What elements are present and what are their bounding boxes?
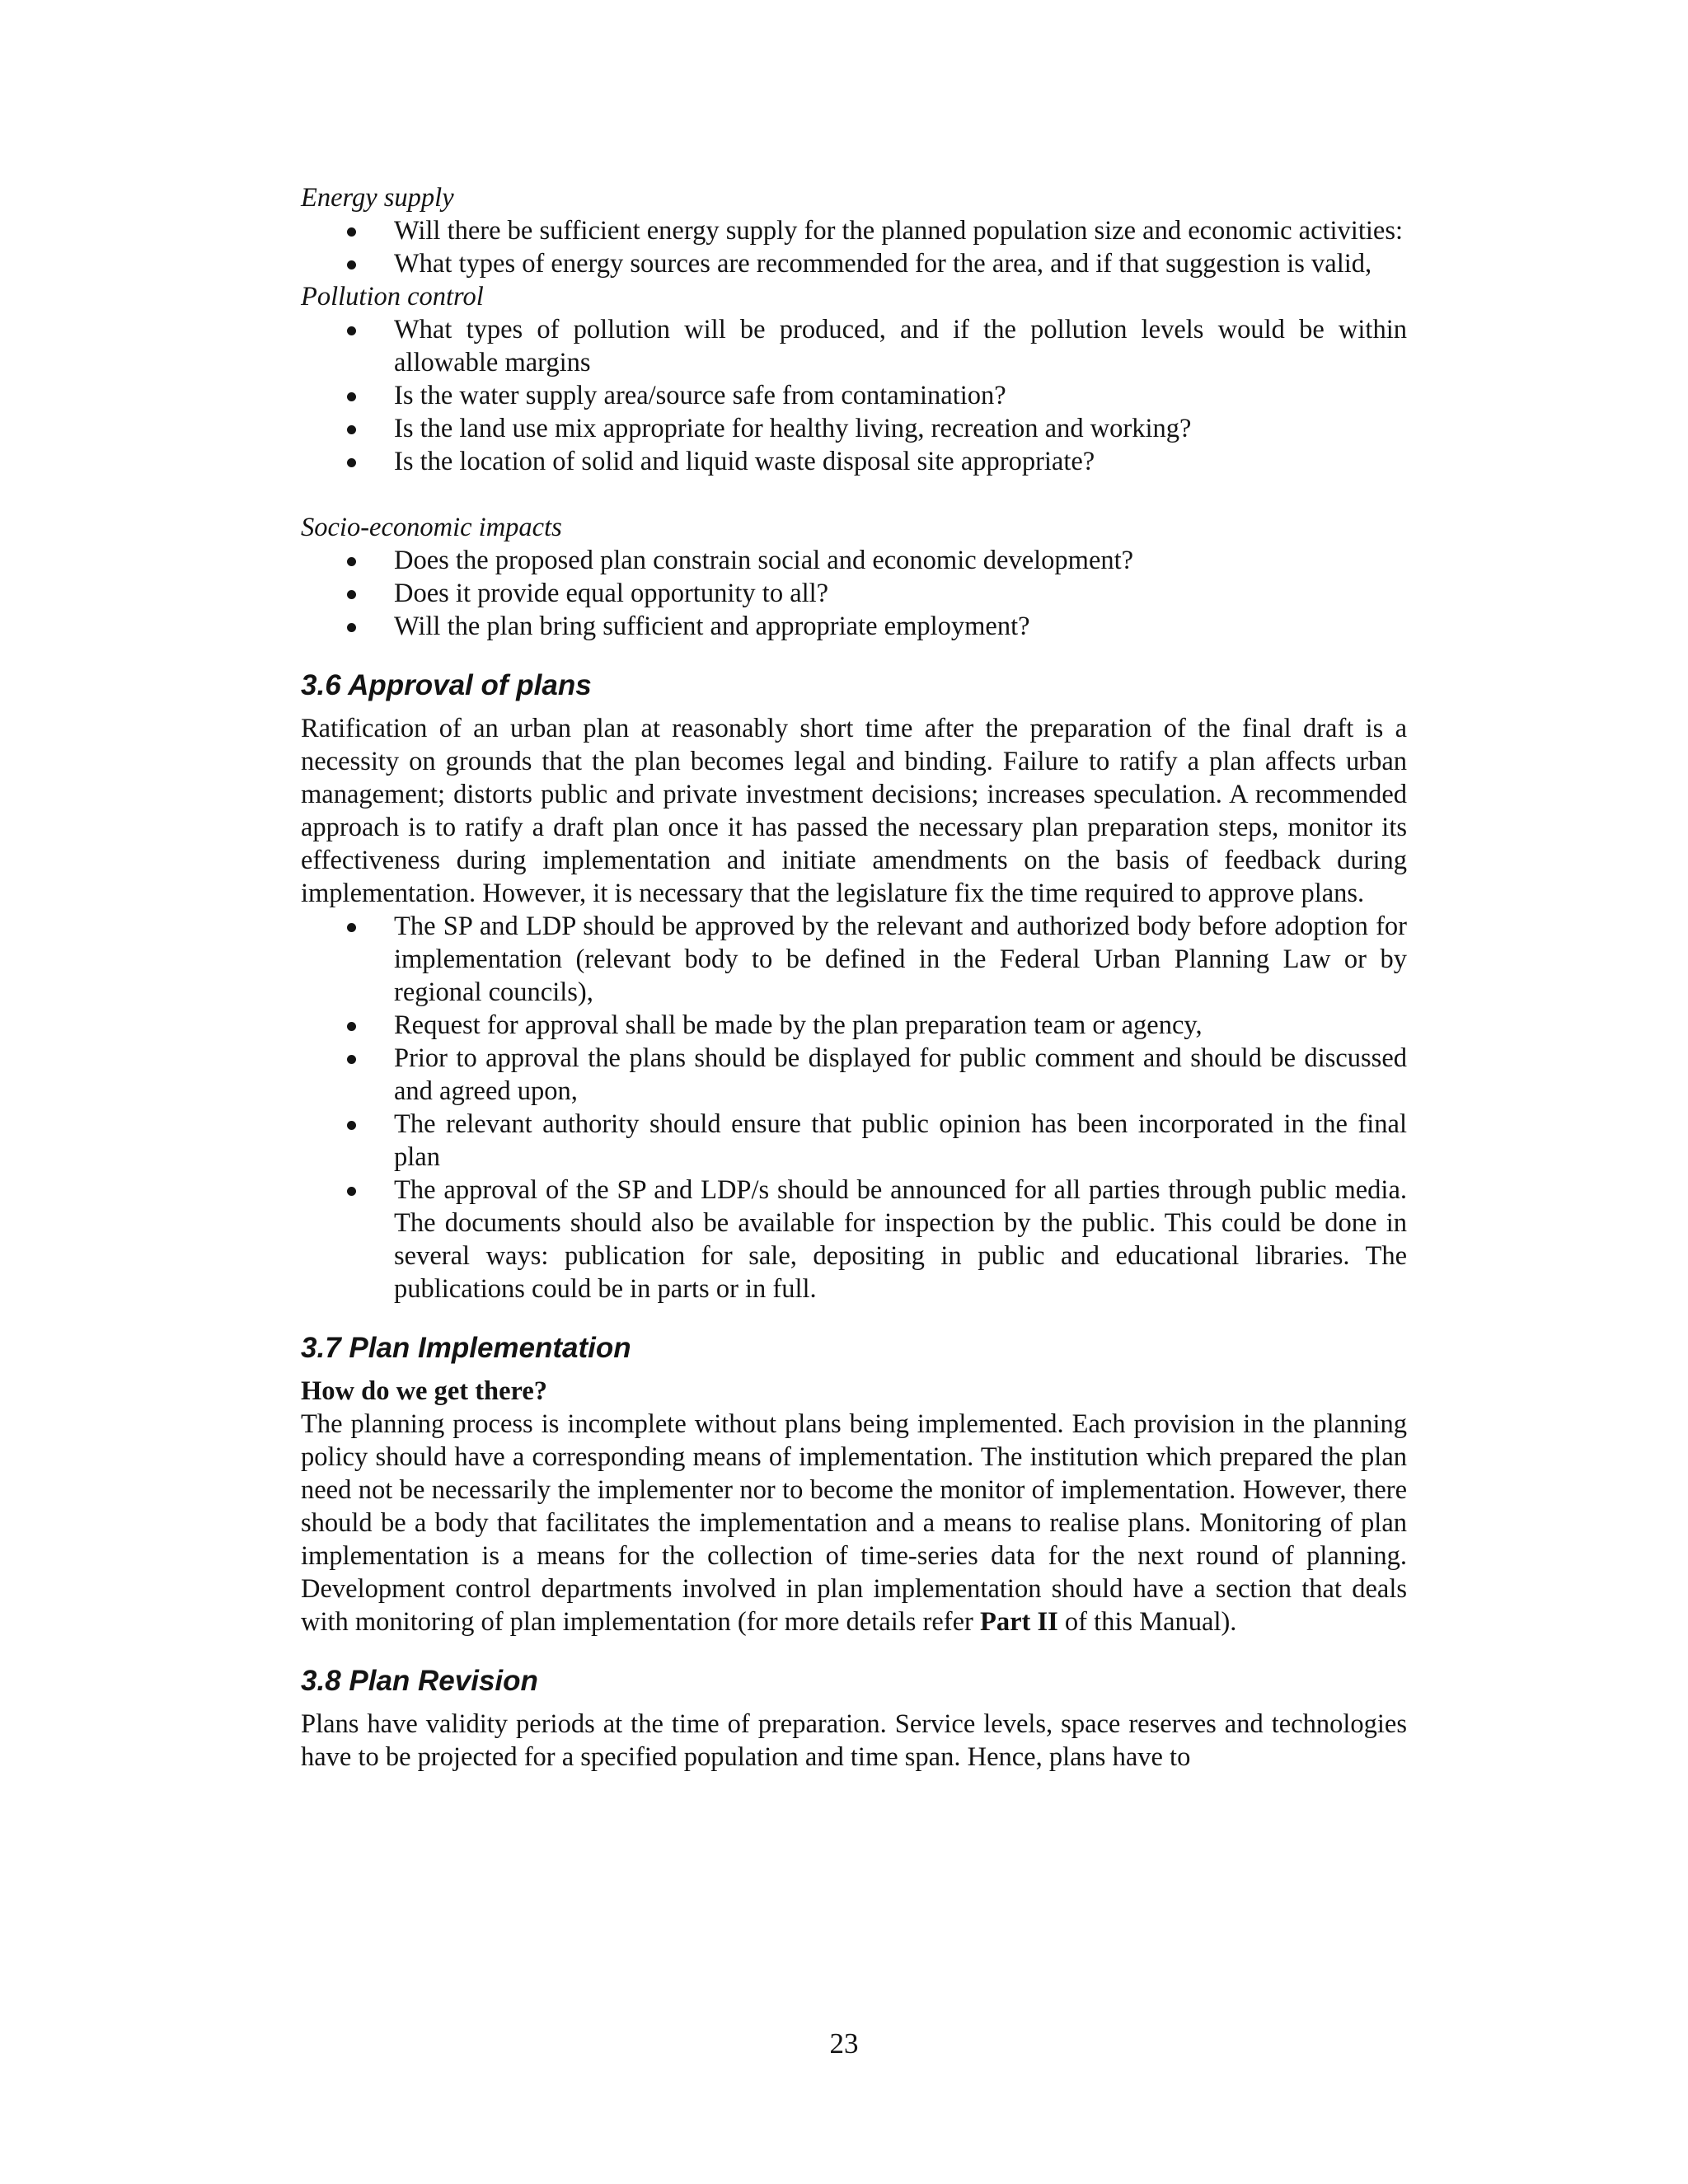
bullet-icon [347,557,356,566]
list-item: Does the proposed plan constrain social and economic development? [394,544,1407,577]
list-item: What types of energy sources are recommended for the area, and if that suggestion is valid, [394,247,1407,280]
implementation-question: How do we get there? [301,1376,548,1406]
bullet-icon [347,1187,356,1196]
document-body [301,181,1407,1774]
energy-supply-heading: Energy supply [301,183,454,213]
bullet-icon [347,923,356,932]
list-item: Is the land use mix appropriate for healthy living, recreation and working? [394,412,1407,445]
section-heading-implementation: 3.7 Plan Implementation [301,1332,631,1364]
approval-paragraph: Ratification of an urban plan at reasonably short time after the preparation of the final draft is a necessity on grounds that the plan becomes legal and binding. Failure to ratify a plan affects urban management; distorts public and private investment decisions; increases speculation. A recommended approach is to ratify a draft plan once it has passed the necessary plan preparation steps, monitor its effectiveness during implementation and initiate amendments on the basis of feedback during implementation. However, it is necessary that the legislature fix the time required to approve plans. [301,714,1407,908]
list-item: The SP and LDP should be approved by the relevant and authorized body before adoption for implementation (relevant body to be defined in the Federal Urban Planning Law or by regional councils), [394,910,1407,1009]
list-item: The relevant authority should ensure that public opinion has been incorporated in the final plan [394,1108,1407,1174]
list-item: What types of pollution will be produced, and if the pollution levels would be within allowable margins [394,313,1407,379]
pollution-control-heading: Pollution control [301,282,484,312]
list-item: Will there be sufficient energy supply for the planned population size and economic activities: [394,214,1407,247]
bullet-icon [347,1121,356,1130]
bullet-icon [347,1022,356,1031]
revision-paragraph: Plans have validity periods at the time of preparation. Service levels, space reserves and technologies have to be projected for a specified population and time span. Hence, plans have to [301,1709,1407,1772]
list-item: Prior to approval the plans should be displayed for public comment and should be discussed and agreed upon, [394,1042,1407,1108]
bullet-icon [347,425,356,434]
part-ii-reference: Part II [980,1607,1058,1637]
page-number: 23 [829,2027,859,2060]
approval-list [301,910,1407,1305]
bullet-icon [347,392,356,401]
bullet-icon [347,1055,356,1064]
list-item: Is the water supply area/source safe from contamination? [394,379,1407,412]
list-item: Will the plan bring sufficient and appropriate employment? [394,610,1407,643]
list-item: The approval of the SP and LDP/s should be announced for all parties through public media. The documents should also be available for inspection by the public. This could be done in several ways: publication for sale, depositing in public and educational libraries. The publications could be in parts or in full. [394,1174,1407,1305]
bullet-icon [347,326,356,335]
socio-economic-heading: Socio-economic impacts [301,513,562,542]
list-item: Does it provide equal opportunity to all? [394,577,1407,610]
section-heading-approval: 3.6 Approval of plans [301,669,592,701]
socio-economic-list [301,544,1407,643]
pollution-control-list [301,313,1407,478]
energy-supply-list [301,214,1407,280]
bullet-icon [347,623,356,632]
bullet-icon [347,227,356,237]
bullet-icon [347,590,356,599]
list-item: Is the location of solid and liquid waste disposal site appropriate? [394,445,1407,478]
implementation-paragraph: The planning process is incomplete without plans being implemented. Each provision in the planning policy should have a corresponding means of implementation. The institution which prepared the plan need not be necessarily the implementer nor to become the monitor of implementation. However, there should be a body that facilitates the implementation and a means to realise plans. Monitoring of plan implementation is a means for the collection of time-series data for the next round of planning. Development control departments involved in plan implementation should have a section that deals with monitoring of plan implementation (for more details refer Part II of this Manual). [301,1409,1407,1637]
section-heading-revision: 3.8 Plan Revision [301,1665,538,1697]
bullet-icon [347,260,356,269]
list-item: Request for approval shall be made by the plan preparation team or agency, [394,1009,1407,1042]
bullet-icon [347,458,356,467]
